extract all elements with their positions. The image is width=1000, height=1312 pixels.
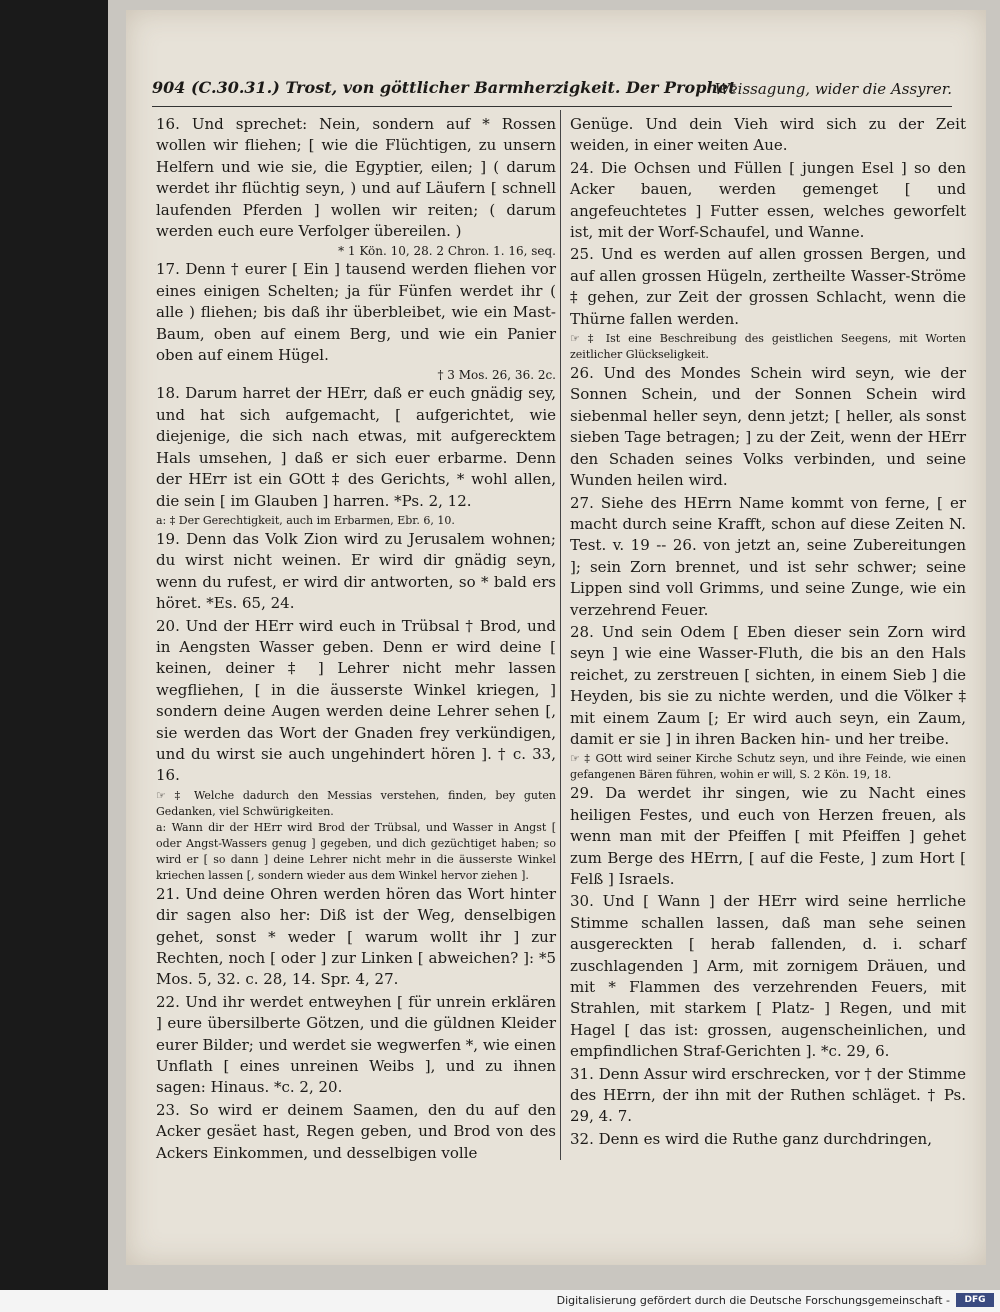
- verse-paragraph: 16. Und sprechet: Nein, sondern auf * Rossen wollen wir fliehen; [ wie die Flüchtigen, zu unsern Helfern und wie sie, die Egyptier, eilen; ] ( darum werdet ihr flüchtig seyn, ) und auf Läufern [ schnell laufenden Pferden ] wollen wir reiten; ( darum werden euch eure Verfolger übereilen. ): [156, 115, 556, 241]
- verse-paragraph: 25. Und es werden auf allen grossen Bergen, und auf allen grossen Hügeln, zertheilte Wasser-Ströme ‡ gehen, zur Zeit der grossen Schlacht, wenn die Thürne fallen werden.: [570, 245, 966, 328]
- footnote: ☞ ‡ Ist eine Beschreibung des geistlichen Seegens, mit Worten zeitlicher Glückseligkeit.: [570, 332, 966, 362]
- book-page: [126, 10, 986, 1265]
- verse-paragraph: 19. Denn das Volk Zion wird zu Jerusalem wohnen; du wirst nicht weinen. Er wird dir gnädig seyn, wenn du rufest, er wird dir antworten, so * bald ers höret. *Es. 65, 24.: [156, 529, 556, 613]
- verse-paragraph: 17. Denn † eurer [ Ein ] tausend werden fliehen vor eines einigen Schelten; ja für Fünfen werdet ihr ( alle ) fliehen; bis daß ihr überbleibet, wie ein Mast-Baum, oben auf einem Berg, und wie ein Panier oben auf einem Hügel.: [156, 260, 556, 365]
- dfg-logo: DFG: [956, 1293, 994, 1307]
- column-divider: [560, 110, 561, 1160]
- verse-paragraph: Genüge. Und dein Vieh wird sich zu der Zeit weiden, in einer weiten Aue.: [570, 115, 966, 155]
- footnote: a: Wann dir der HErr wird Brod der Trübsal, und Wasser in Angst [ oder Angst-Wassers genug ] gegeben, und dich gezüchtiget haben; so wird er [ so dann ] deine Lehrer nicht mehr in die äusserste Winkel kriechen lassen [, sondern wieder aus dem Winkel hervor ziehen ].: [156, 820, 556, 882]
- funding-note: Digitalisierung gefördert durch die Deutsche Forschungsgemeinschaft -: [556, 1294, 950, 1307]
- verse-paragraph: 20. Und der HErr wird euch in Trübsal † Brod, und in Aengsten Wasser geben. Denn er wird deine [ keinen, deiner ‡ ] Lehrer nicht mehr lassen wegfliehen, [ in die äusserste Winkel kriegen, ] sondern deine Augen werden deine Lehrer sehen [, sie werden das Wort der Gnaden frey verkündigen, und du wirst sie auch ungehindert hören ]. † c. 33, 16.: [156, 616, 556, 785]
- right-column: [570, 114, 966, 1151]
- cross-reference: † 3 Mos. 26, 36. 2c.: [437, 368, 556, 383]
- footnote: ☞ ‡ Welche dadurch den Messias verstehen, finden, bey guten Gedanken, viel Schwürigkeiten.: [156, 788, 556, 818]
- verse-paragraph: 28. Und sein Odem [ Eben dieser sein Zorn wird seyn ] wie eine Wasser-Fluth, die bis an den Hals reichet, zu zerstreuen [ sichten, in einem Sieb ] die Heyden, bis sie zu nichte werden, und die Völker ‡ mit einem Zaum [; Er wird auch seyn, ein Zaum, damit er sie ] in ihren Backen hin- und her treibe.: [570, 622, 966, 748]
- cross-reference: * 1 Kön. 10, 28. 2 Chron. 1. 16, seq.: [338, 244, 556, 259]
- verse-paragraph: 29. Da werdet ihr singen, wie zu Nacht eines heiligen Festes, und euch von Herzen freuen, als wenn man mit der Pfeiffen [ mit Pfeiffen ] gehet zum Berge des HErrn, [ auf die Feste, ] zum Hort [ Felß ] Israels.: [570, 784, 966, 888]
- running-head-left: 904 (C.30.31.) Trost, von göttlicher Barmherzigkeit. Der Prophet: [152, 78, 736, 97]
- verse-paragraph: 31. Denn Assur wird erschrecken, vor † der Stimme des HErrn, der ihn mit der Ruthen schläget. † Ps. 29, 4. 7.: [570, 1064, 966, 1126]
- left-column: [156, 114, 556, 1165]
- running-head-right: Weissagung, wider die Assyrer.: [714, 80, 952, 98]
- verse-paragraph: 23. So wird er deinem Saamen, den du auf den Acker gesäet hast, Regen geben, und Brod von des Ackers Einkommen, und desselbigen volle: [156, 1100, 556, 1162]
- verse-paragraph: 27. Siehe des HErrn Name kommt von ferne, [ er macht durch seine Krafft, schon auf diese Zeiten N. Test. v. 19 -- 26. von jetzt an, seine Zubereitungen ]; sein Zorn brennet, und ist sehr schwer; seine Lippen sind voll Grimms, und seine Zunge, wie ein verzehrend Feuer.: [570, 493, 966, 619]
- verse-paragraph: 24. Die Ochsen und Füllen [ jungen Esel ] so den Acker bauen, werden gemenget [ und angefeuchtetes ] Futter essen, welches geworfelt ist, mit der Worf-Schaufel, und Wanne.: [570, 158, 966, 242]
- verse-paragraph: 30. Und [ Wann ] der HErr wird seine herrliche Stimme schallen lassen, daß man sehe seinen ausgereckten [ herab fallenden, d. i. scharf zuschlagenden ] Arm, mit zornigem Dräuen, und mit * Flammen des verzehrenden Feuers, mit Strahlen, mit starkem [ Platz- ] Regen, und mit Hagel [ das ist: grossen, augenscheinlichen, und empfindlichen Straf-Gerichten ]. *c. 29, 6.: [570, 892, 966, 1061]
- verse-paragraph: 18. Darum harret der HErr, daß er euch gnädig sey, und hat sich aufgemacht, [ aufgerichtet, wie diejenige, die sich nach etwas, mit aufgerecktem Hals umsehen, ] daß er sich euer erbarme. Denn der HErr ist ein GOtt ‡ des Gerichts, * wohl allen, die sein [ im Glauben ] harren. *Ps. 2, 12.: [156, 384, 556, 510]
- verse-paragraph: 22. Und ihr werdet entweyhen [ für unrein erklären ] eure übersilberte Götzen, und die güldnen Kleider eurer Bilder; und werdet sie wegwerfen *, wie einen Unflath [ eines unreinen Weibs ], und zu ihnen sagen: Hinaus. *c. 2, 20.: [156, 992, 556, 1097]
- verse-paragraph: 26. Und des Mondes Schein wird seyn, wie der Sonnen Schein, und der Sonnen Schein wird siebenmal heller seyn, denn jetzt; [ heller, als sonst sieben Tage betragen; ] zu der Zeit, wenn der HErr den Schaden seines Volks verbinden, und seine Wunden heilen wird.: [570, 364, 966, 490]
- running-head: [152, 72, 952, 107]
- footnote: ☞ ‡ GOtt wird seiner Kirche Schutz seyn, und ihre Feinde, wie einen gefangenen Bären führen, wohin er will, S. 2 Kön. 19, 18.: [570, 752, 966, 782]
- verse-paragraph: 32. Denn es wird die Ruthe ganz durchdringen,: [570, 1129, 932, 1148]
- verse-paragraph: 21. Und deine Ohren werden hören das Wort hinter dir sagen also her: Diß ist der Weg, denselbigen gehet, sonst * weder [ warum wollt ihr ] zur Rechten, noch [ oder ] zur Linken [ abweichen? ]: *5 Mos. 5, 32. c. 28, 14. Spr. 4, 27.: [156, 884, 556, 989]
- footnote: a: ‡ Der Gerechtigkeit, auch im Erbarmen, Ebr. 6, 10.: [156, 513, 455, 527]
